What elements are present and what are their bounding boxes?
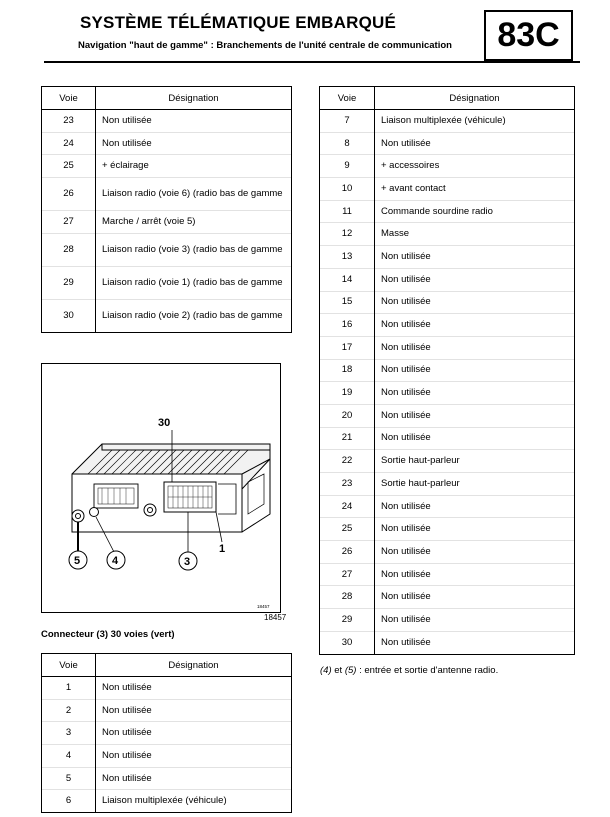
column-header-designation: Désignation [96, 87, 292, 110]
table-row [42, 699, 292, 722]
designation-cell: Non utilisée [375, 382, 575, 405]
voie-cell: 29 [42, 266, 96, 299]
note-ref-a: (4) [320, 665, 332, 676]
table-row [320, 518, 575, 541]
designation-cell: Non utilisée [375, 132, 575, 155]
table-row [320, 359, 575, 382]
designation-cell: Non utilisée [375, 427, 575, 450]
header-rule [44, 61, 580, 63]
designation-cell: Sortie haut-parleur [375, 473, 575, 496]
column-header-voie: Voie [42, 654, 96, 677]
table-row [320, 268, 575, 291]
table-row [42, 745, 292, 768]
designation-cell: Liaison radio (voie 2) (radio bas de gamme [96, 299, 292, 332]
designation-cell: Non utilisée [375, 291, 575, 314]
voie-cell: 30 [42, 299, 96, 332]
column-header-voie: Voie [320, 87, 375, 110]
voie-cell: 12 [320, 223, 375, 246]
designation-cell: Non utilisée [375, 609, 575, 632]
voie-cell: 23 [320, 473, 375, 496]
voie-cell: 4 [42, 745, 96, 768]
figure-inner-ref: 18457 [257, 604, 270, 609]
table-row [42, 132, 292, 155]
designation-cell: Liaison radio (voie 3) (radio bas de gamme [96, 233, 292, 266]
callout-5: 5 [74, 555, 81, 567]
voie-cell: 5 [42, 767, 96, 790]
table-row [42, 722, 292, 745]
designation-cell: Non utilisée [96, 745, 292, 768]
voie-cell: 26 [320, 541, 375, 564]
voie-cell: 27 [320, 563, 375, 586]
table-row [320, 314, 575, 337]
table-row [320, 155, 575, 178]
table-row [42, 178, 292, 211]
voie-cell: 21 [320, 427, 375, 450]
designation-cell: Non utilisée [96, 767, 292, 790]
figure-ref: 18457 [264, 613, 287, 622]
table-row [320, 336, 575, 359]
table-row [42, 299, 292, 332]
table-row [320, 382, 575, 405]
table-top-left [41, 86, 292, 333]
voie-cell: 25 [320, 518, 375, 541]
designation-cell: Non utilisée [375, 268, 575, 291]
voie-cell: 6 [42, 790, 96, 813]
voie-cell: 20 [320, 404, 375, 427]
table-row [320, 609, 575, 632]
voie-cell: 11 [320, 200, 375, 223]
voie-cell: 29 [320, 609, 375, 632]
table-row [42, 790, 292, 813]
table-row [42, 211, 292, 234]
designation-cell: Non utilisée [375, 563, 575, 586]
table-row [320, 223, 575, 246]
designation-cell: + éclairage [96, 155, 292, 178]
voie-cell: 24 [42, 132, 96, 155]
note-conj: et [331, 665, 345, 676]
table-right [319, 86, 575, 655]
section-badge: 83C [484, 10, 573, 61]
table-row [320, 200, 575, 223]
table-row [320, 110, 575, 133]
designation-cell: Non utilisée [96, 132, 292, 155]
column-header-designation: Désignation [375, 87, 575, 110]
voie-cell: 24 [320, 495, 375, 518]
designation-cell: Non utilisée [375, 336, 575, 359]
page-title: SYSTÈME TÉLÉMATIQUE EMBARQUÉ [79, 13, 397, 32]
designation-cell: + accessoires [375, 155, 575, 178]
note-text: : entrée et sortie d'antenne radio. [356, 665, 499, 676]
table-row [320, 541, 575, 564]
voie-cell: 3 [42, 722, 96, 745]
designation-cell: Non utilisée [375, 246, 575, 269]
designation-cell: Non utilisée [96, 722, 292, 745]
voie-cell: 22 [320, 450, 375, 473]
designation-cell: Masse [375, 223, 575, 246]
column-header-designation: Désignation [96, 654, 292, 677]
table-row [42, 233, 292, 266]
table-row [42, 110, 292, 133]
voie-cell: 25 [42, 155, 96, 178]
callout-30: 30 [158, 417, 171, 429]
voie-cell: 26 [42, 178, 96, 211]
designation-cell: Non utilisée [375, 314, 575, 337]
designation-cell: Liaison multiplexée (véhicule) [96, 790, 292, 813]
designation-cell: Non utilisée [375, 586, 575, 609]
table-row [42, 155, 292, 178]
table-bottom-left [41, 653, 292, 813]
designation-cell: + avant contact [375, 178, 575, 201]
voie-cell: 8 [320, 132, 375, 155]
table-row [320, 450, 575, 473]
voie-cell: 9 [320, 155, 375, 178]
table-row [42, 266, 292, 299]
voie-cell: 13 [320, 246, 375, 269]
antenna-note [320, 665, 498, 676]
voie-cell: 1 [42, 677, 96, 700]
table-row [320, 178, 575, 201]
callout-1: 1 [219, 543, 226, 555]
designation-cell: Sortie haut-parleur [375, 450, 575, 473]
designation-cell: Liaison radio (voie 1) (radio bas de gamme [96, 266, 292, 299]
table-row [320, 473, 575, 496]
callout-4: 4 [112, 555, 119, 567]
designation-cell: Liaison radio (voie 6) (radio bas de gamme [96, 178, 292, 211]
voie-cell: 23 [42, 110, 96, 133]
voie-cell: 17 [320, 336, 375, 359]
note-ref-b: (5) [344, 665, 357, 676]
designation-cell: Marche / arrêt (voie 5) [96, 211, 292, 234]
voie-cell: 15 [320, 291, 375, 314]
voie-cell: 14 [320, 268, 375, 291]
voie-cell: 28 [320, 586, 375, 609]
voie-cell: 19 [320, 382, 375, 405]
designation-cell: Non utilisée [375, 541, 575, 564]
voie-cell: 10 [320, 178, 375, 201]
figure-caption: Connecteur (3) 30 voies (vert) [41, 629, 175, 640]
table-row [320, 495, 575, 518]
designation-cell: Non utilisée [96, 677, 292, 700]
table-row [320, 246, 575, 269]
designation-cell: Non utilisée [375, 495, 575, 518]
table-row [320, 132, 575, 155]
table-row [320, 404, 575, 427]
designation-cell: Non utilisée [375, 518, 575, 541]
designation-cell: Non utilisée [375, 359, 575, 382]
voie-cell: 28 [42, 233, 96, 266]
connector-figure [41, 363, 281, 613]
voie-cell: 16 [320, 314, 375, 337]
table-row [42, 767, 292, 790]
designation-cell: Non utilisée [96, 110, 292, 133]
table-row [320, 631, 575, 654]
page-subtitle: Navigation "haut de gamme" : Branchements de l'unité centrale de communication [78, 40, 452, 51]
designation-cell: Non utilisée [96, 699, 292, 722]
radio-unit-illustration [42, 364, 280, 612]
table-row [320, 563, 575, 586]
voie-cell: 18 [320, 359, 375, 382]
designation-cell: Non utilisée [375, 404, 575, 427]
table-row [320, 586, 575, 609]
voie-cell: 2 [42, 699, 96, 722]
table-row [320, 427, 575, 450]
designation-cell: Liaison multiplexée (véhicule) [375, 110, 575, 133]
table-row [42, 677, 292, 700]
column-header-voie: Voie [42, 87, 96, 110]
designation-cell: Non utilisée [375, 631, 575, 654]
voie-cell: 7 [320, 110, 375, 133]
voie-cell: 30 [320, 631, 375, 654]
table-row [320, 291, 575, 314]
callout-3: 3 [184, 556, 191, 568]
designation-cell: Commande sourdine radio [375, 200, 575, 223]
voie-cell: 27 [42, 211, 96, 234]
